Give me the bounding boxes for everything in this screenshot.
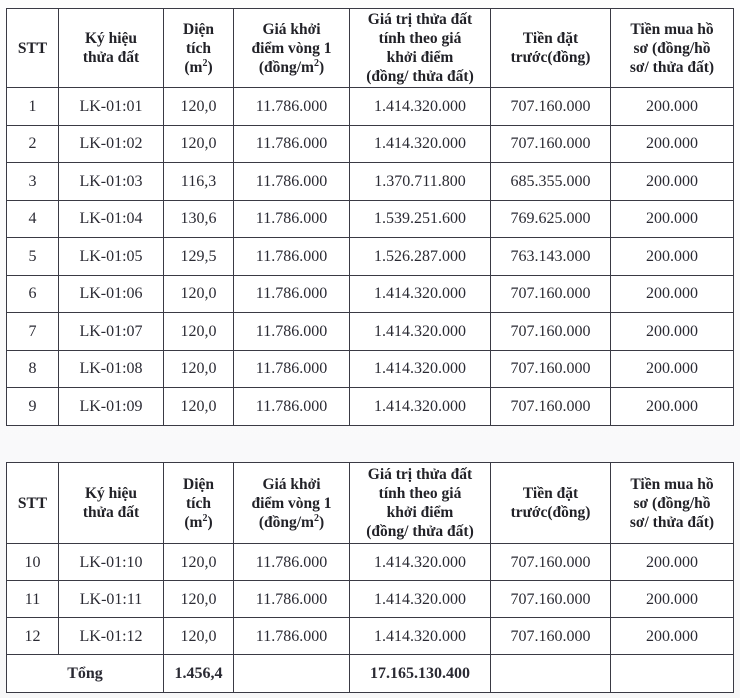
cell-gia-tri: 1.414.320.000 bbox=[350, 544, 491, 581]
cell-ky-hieu: LK-01:10 bbox=[59, 544, 164, 581]
header-stt-text: STT bbox=[17, 39, 48, 57]
header-text: Giá khởi bbox=[262, 20, 321, 38]
header-text: tính theo giá bbox=[378, 30, 462, 47]
cell-dien-tich: 120,0 bbox=[164, 581, 234, 618]
cell-gia-khoi-diem: 11.786.000 bbox=[234, 163, 350, 201]
cell-gia-tri: 1.414.320.000 bbox=[350, 350, 491, 388]
cell-tien-ho-so: 200.000 bbox=[611, 388, 734, 426]
header-tien-ho-so bbox=[611, 463, 734, 544]
cell-tien-dat-truoc: 707.160.000 bbox=[491, 88, 611, 126]
header-text: Giá trị thửa đất bbox=[367, 11, 473, 28]
cell-ky-hieu: LK-01:07 bbox=[59, 313, 164, 351]
cell-dien-tich: 120,0 bbox=[164, 388, 234, 426]
table-header-row bbox=[7, 463, 734, 544]
land-lots-table-2 bbox=[6, 462, 734, 693]
header-text: (đồng/ thửa đất) bbox=[366, 523, 474, 540]
cell-stt: 3 bbox=[7, 163, 59, 201]
cell-gia-tri: 1.414.320.000 bbox=[350, 313, 491, 351]
cell-stt: 12 bbox=[7, 618, 59, 655]
cell-stt: 5 bbox=[7, 238, 59, 276]
cell-dien-tich: 130,6 bbox=[164, 200, 234, 238]
cell-tien-dat-truoc: 707.160.000 bbox=[491, 275, 611, 313]
header-stt bbox=[7, 9, 59, 88]
cell-tien-ho-so: 200.000 bbox=[611, 618, 734, 655]
cell-ky-hieu: LK-01:02 bbox=[59, 125, 164, 163]
cell-tien-dat-truoc: 707.160.000 bbox=[491, 350, 611, 388]
cell-dien-tich: 120,0 bbox=[164, 88, 234, 126]
total-dien-tich: 1.456,4 bbox=[164, 655, 234, 693]
header-text: sơ (đồng/hồ bbox=[633, 494, 711, 512]
table-row bbox=[7, 544, 734, 581]
total-label: Tổng bbox=[7, 655, 164, 693]
table-row bbox=[7, 388, 734, 426]
header-text: Tiền đặt bbox=[522, 30, 579, 47]
cell-gia-khoi-diem: 11.786.000 bbox=[234, 581, 350, 618]
table-row bbox=[7, 88, 734, 126]
cell-gia-khoi-diem: 11.786.000 bbox=[234, 238, 350, 276]
cell-dien-tich: 120,0 bbox=[164, 313, 234, 351]
cell-gia-tri: 1.526.287.000 bbox=[350, 238, 491, 276]
cell-tien-dat-truoc: 707.160.000 bbox=[491, 581, 611, 618]
header-stt bbox=[7, 463, 59, 544]
cell-dien-tich: 120,0 bbox=[164, 125, 234, 163]
header-unit bbox=[234, 513, 349, 532]
table-row bbox=[7, 125, 734, 163]
cell-tien-dat-truoc: 707.160.000 bbox=[491, 388, 611, 426]
table-row bbox=[7, 618, 734, 655]
cell-tien-dat-truoc: 685.355.000 bbox=[491, 163, 611, 201]
cell-ky-hieu: LK-01:04 bbox=[59, 200, 164, 238]
table-row bbox=[7, 275, 734, 313]
total-row bbox=[7, 655, 734, 693]
cell-dien-tich: 129,5 bbox=[164, 238, 234, 276]
header-text: trước(đồng) bbox=[510, 49, 591, 66]
header-dien-tich bbox=[164, 9, 234, 88]
header-text: Tiền mua hồ bbox=[630, 475, 714, 493]
land-lots-table-1 bbox=[6, 8, 734, 426]
cell-ky-hieu: LK-01:08 bbox=[59, 350, 164, 388]
table-header-row bbox=[7, 9, 734, 88]
cell-tien-ho-so: 200.000 bbox=[611, 581, 734, 618]
cell-gia-khoi-diem: 11.786.000 bbox=[234, 313, 350, 351]
header-gia-tri bbox=[350, 463, 491, 544]
cell-tien-dat-truoc: 707.160.000 bbox=[491, 313, 611, 351]
header-text: ) bbox=[318, 513, 325, 531]
cell-stt: 7 bbox=[7, 313, 59, 351]
cell-gia-khoi-diem: 11.786.000 bbox=[234, 125, 350, 163]
header-text: Diện bbox=[183, 20, 214, 38]
header-text: ) bbox=[207, 513, 213, 531]
header-text: tính theo giá bbox=[378, 485, 462, 502]
cell-gia-tri: 1.539.251.600 bbox=[350, 200, 491, 238]
header-gia-tri bbox=[350, 9, 491, 88]
header-text: trước(đồng) bbox=[510, 504, 591, 521]
table-row bbox=[7, 200, 734, 238]
superscript: 2 bbox=[202, 512, 208, 524]
cell-stt: 2 bbox=[7, 125, 59, 163]
header-gia-khoi-diem bbox=[234, 9, 350, 88]
header-text: (m bbox=[184, 513, 203, 531]
header-text: thửa đất bbox=[82, 504, 140, 521]
table-row bbox=[7, 238, 734, 276]
cell-stt: 4 bbox=[7, 200, 59, 238]
header-text: Diện bbox=[183, 475, 214, 493]
header-gia-khoi-diem bbox=[234, 463, 350, 544]
header-text: thửa đất bbox=[82, 49, 140, 66]
cell-stt: 9 bbox=[7, 388, 59, 426]
header-text: ) bbox=[207, 58, 213, 76]
header-text: tích bbox=[186, 494, 211, 512]
table-row bbox=[7, 313, 734, 351]
cell-tien-ho-so: 200.000 bbox=[611, 350, 734, 388]
cell-dien-tich: 120,0 bbox=[164, 275, 234, 313]
cell-gia-khoi-diem: 11.786.000 bbox=[234, 544, 350, 581]
superscript: 2 bbox=[313, 512, 319, 524]
header-ky-hieu bbox=[59, 9, 164, 88]
header-unit bbox=[164, 513, 233, 532]
header-ky-hieu bbox=[59, 463, 164, 544]
superscript: 2 bbox=[202, 57, 208, 69]
cell-gia-tri: 1.414.320.000 bbox=[350, 388, 491, 426]
cell-gia-tri: 1.414.320.000 bbox=[350, 618, 491, 655]
header-tien-ho-so bbox=[611, 9, 734, 88]
header-text: Giá trị thửa đất bbox=[367, 466, 473, 483]
header-unit bbox=[164, 58, 233, 77]
cell-tien-dat-truoc: 707.160.000 bbox=[491, 125, 611, 163]
table-row bbox=[7, 581, 734, 618]
cell-tien-dat-truoc: 763.143.000 bbox=[491, 238, 611, 276]
header-text: ) bbox=[318, 58, 325, 76]
header-text: điểm vòng 1 bbox=[251, 39, 332, 57]
header-text: (đồng/ thửa đất) bbox=[366, 68, 474, 85]
cell-gia-khoi-diem: 11.786.000 bbox=[234, 388, 350, 426]
cell-tien-ho-so: 200.000 bbox=[611, 313, 734, 351]
header-text: điểm vòng 1 bbox=[251, 494, 332, 512]
cell-dien-tich: 116,3 bbox=[164, 163, 234, 201]
cell-tien-ho-so: 200.000 bbox=[611, 544, 734, 581]
header-tien-dat-truoc bbox=[491, 463, 611, 544]
header-text: (đồng/m bbox=[258, 513, 314, 531]
cell-gia-khoi-diem: 11.786.000 bbox=[234, 618, 350, 655]
header-stt-text: STT bbox=[17, 494, 48, 512]
cell-tien-dat-truoc: 707.160.000 bbox=[491, 618, 611, 655]
table-row bbox=[7, 163, 734, 201]
cell-stt: 10 bbox=[7, 544, 59, 581]
cell-gia-khoi-diem: 11.786.000 bbox=[234, 200, 350, 238]
header-text: tích bbox=[186, 39, 211, 57]
header-text: khởi điểm bbox=[386, 49, 454, 66]
cell-tien-ho-so: 200.000 bbox=[611, 275, 734, 313]
cell-ky-hieu: LK-01:03 bbox=[59, 163, 164, 201]
cell-ky-hieu: LK-01:09 bbox=[59, 388, 164, 426]
total-gia-tri: 17.165.130.400 bbox=[350, 655, 491, 693]
superscript: 2 bbox=[313, 57, 319, 69]
cell-gia-tri: 1.370.711.800 bbox=[350, 163, 491, 201]
header-text: khởi điểm bbox=[386, 504, 454, 521]
cell-tien-ho-so: 200.000 bbox=[611, 88, 734, 126]
header-text: Tiền mua hồ bbox=[630, 20, 714, 38]
header-unit bbox=[234, 58, 349, 77]
cell-dien-tich: 120,0 bbox=[164, 544, 234, 581]
header-dien-tich bbox=[164, 463, 234, 544]
cell-dien-tich: 120,0 bbox=[164, 618, 234, 655]
header-text: sơ/ thửa đất) bbox=[629, 513, 715, 531]
header-text: Ký hiệu bbox=[84, 30, 138, 47]
cell-stt: 8 bbox=[7, 350, 59, 388]
header-text: Ký hiệu bbox=[84, 485, 138, 502]
header-text: sơ (đồng/hồ bbox=[633, 39, 711, 57]
cell-stt: 11 bbox=[7, 581, 59, 618]
header-tien-dat-truoc bbox=[491, 9, 611, 88]
header-text: (m bbox=[184, 58, 203, 76]
total-gia-khoi-diem bbox=[234, 655, 350, 693]
cell-stt: 6 bbox=[7, 275, 59, 313]
cell-gia-tri: 1.414.320.000 bbox=[350, 125, 491, 163]
cell-tien-ho-so: 200.000 bbox=[611, 238, 734, 276]
cell-ky-hieu: LK-01:01 bbox=[59, 88, 164, 126]
cell-tien-dat-truoc: 707.160.000 bbox=[491, 544, 611, 581]
table-row bbox=[7, 350, 734, 388]
cell-tien-dat-truoc: 769.625.000 bbox=[491, 200, 611, 238]
header-text: sơ/ thửa đất) bbox=[629, 58, 715, 76]
cell-tien-ho-so: 200.000 bbox=[611, 125, 734, 163]
cell-tien-ho-so: 200.000 bbox=[611, 200, 734, 238]
cell-ky-hieu: LK-01:11 bbox=[59, 581, 164, 618]
cell-gia-khoi-diem: 11.786.000 bbox=[234, 88, 350, 126]
total-tien-ho-so bbox=[611, 655, 734, 693]
header-text: Giá khởi bbox=[262, 475, 321, 493]
cell-dien-tich: 120,0 bbox=[164, 350, 234, 388]
cell-gia-tri: 1.414.320.000 bbox=[350, 88, 491, 126]
cell-gia-khoi-diem: 11.786.000 bbox=[234, 350, 350, 388]
cell-gia-khoi-diem: 11.786.000 bbox=[234, 275, 350, 313]
cell-tien-ho-so: 200.000 bbox=[611, 163, 734, 201]
cell-ky-hieu: LK-01:12 bbox=[59, 618, 164, 655]
header-text: (đồng/m bbox=[258, 58, 314, 76]
header-text: Tiền đặt bbox=[522, 485, 579, 502]
cell-stt: 1 bbox=[7, 88, 59, 126]
cell-gia-tri: 1.414.320.000 bbox=[350, 581, 491, 618]
cell-ky-hieu: LK-01:06 bbox=[59, 275, 164, 313]
cell-gia-tri: 1.414.320.000 bbox=[350, 275, 491, 313]
total-tien-dat-truoc bbox=[491, 655, 611, 693]
cell-ky-hieu: LK-01:05 bbox=[59, 238, 164, 276]
